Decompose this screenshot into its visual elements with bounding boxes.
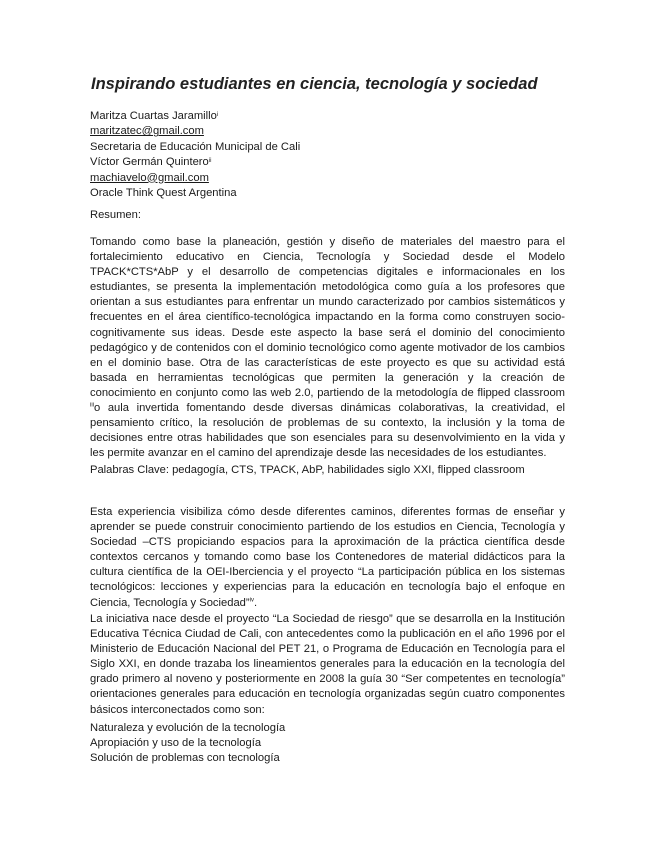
author-2-name: Víctor Germán Quintero	[90, 156, 209, 169]
components-list	[90, 721, 285, 767]
body-paragraph-1-note-mark: iv	[249, 596, 254, 603]
document-title: Inspirando estudiantes en ciencia, tecnología y sociedad	[91, 75, 538, 93]
author-1-note-mark: i	[216, 112, 219, 118]
body-paragraph-1	[90, 505, 565, 611]
list-item: Naturaleza y evolución de la tecnología	[90, 722, 286, 734]
body-paragraph-1-end: .	[253, 596, 258, 609]
author-2	[90, 155, 570, 170]
abstract-text-part-1: Tomando como base la planeación, gestión y diseño de materiales del maestro para el fortalecimiento educativo en Ciencia, Tecnología y Sociedad desde el Modelo TPACK*CTS*AbP y el desarrollo de competencias digitales e informacionales en los estudiantes, se presenta la implementación metodológica como guía a los profesores que orientan a sus estudiantes para enfrentar un mundo caracterizado por cambios sistemáticos y frecuentes en el área científico-tecnológica impactando en la forma como construyen socio-cognitivamente sus ideas. Desde este aspecto la base será el dominio del conocimiento pedagógico y de contenidos con el dominio tecnológico como agente motivador de los cambios en el dominio base. Otra de las características de este proyecto es que su actividad está basada en herramientas tecnológicas que permiten la generación y la creación de conocimiento en conjunto como las web 2.0, partiendo de la metodología de flipped classroom	[90, 236, 565, 399]
author-2-email-link[interactable]: machiavelo@gmail.com	[90, 171, 209, 184]
abstract-text	[90, 235, 565, 461]
author-1-email-link[interactable]: maritzatec@gmail.com	[90, 125, 204, 138]
list-item: Solución de problemas con tecnología	[90, 752, 280, 765]
author-2-affiliation: Oracle Think Quest Argentina	[90, 187, 237, 200]
body-paragraph-2: La iniciativa nace desde el proyecto “La Sociedad de riesgo” que se desarrolla en la Institución Educativa Técnica Ciudad de Cali, con antecedentes como la publicación en el año 1996 por el Ministerio de Educación Nacional del PET 21, o Programa de Educación en Tecnología para el Siglo XXI, en donde trazaba los lineamientos generales para la educación en la tecnología del grado primero al noveno y posteriormente en 2008 la guía 30 “Ser competentes en tecnología” orientaciones generales para educación en tecnología organizadas según cuatro componentes básicos interconectados como son:	[90, 613, 565, 716]
author-1-name: Maritza Cuartas Jaramillo	[90, 110, 217, 122]
author-1	[90, 109, 570, 124]
author-2-email-line	[90, 171, 570, 186]
abstract-heading: Resumen:	[90, 209, 141, 221]
body-paragraph-1-text: Esta experiencia visibiliza cómo desde diferentes caminos, diferentes formas de enseñar y aprender se puede construir conocimiento partiendo de los estudios en Ciencia, Tecnología y Sociedad –CTS propiciando espacios para la aproximación de la práctica científica desde contextos cercanos y tomando como base los Contenedores de material didácticos para la cultura científica de la OEI-Iberciencia y el proyecto “La participación pública en los sistemas tecnológicos: lecciones y experiencias para la educación en tecnología bajo el enfoque en Ciencia, Tecnología y Sociedad”	[90, 506, 565, 609]
author-block	[90, 109, 570, 201]
author-1-email-line	[90, 124, 570, 139]
keywords-line: Palabras Clave: pedagogía, CTS, TPACK, AbP, habilidades siglo XXI, flipped classroom	[90, 464, 525, 476]
author-2-note-mark: ii	[208, 158, 212, 165]
author-1-affiliation: Secretaria de Educación Municipal de Cali	[90, 140, 301, 153]
abstract-text-part-2: o aula invertida fomentando desde diversas dinámicas colaborativas, la creatividad, el pensamiento crítico, la resolución de problemas de su contexto, la inclusión y la toma de decisiones entre otras habilidades que son esenciales para su desenvolvimiento en la vida y les permite avanzar en el camino del aprendizaje desde las necesidades de los estudiantes.	[90, 402, 565, 460]
abstract-note-mark: iii	[90, 402, 94, 409]
list-item: Apropiación y uso de la tecnología	[90, 737, 262, 750]
